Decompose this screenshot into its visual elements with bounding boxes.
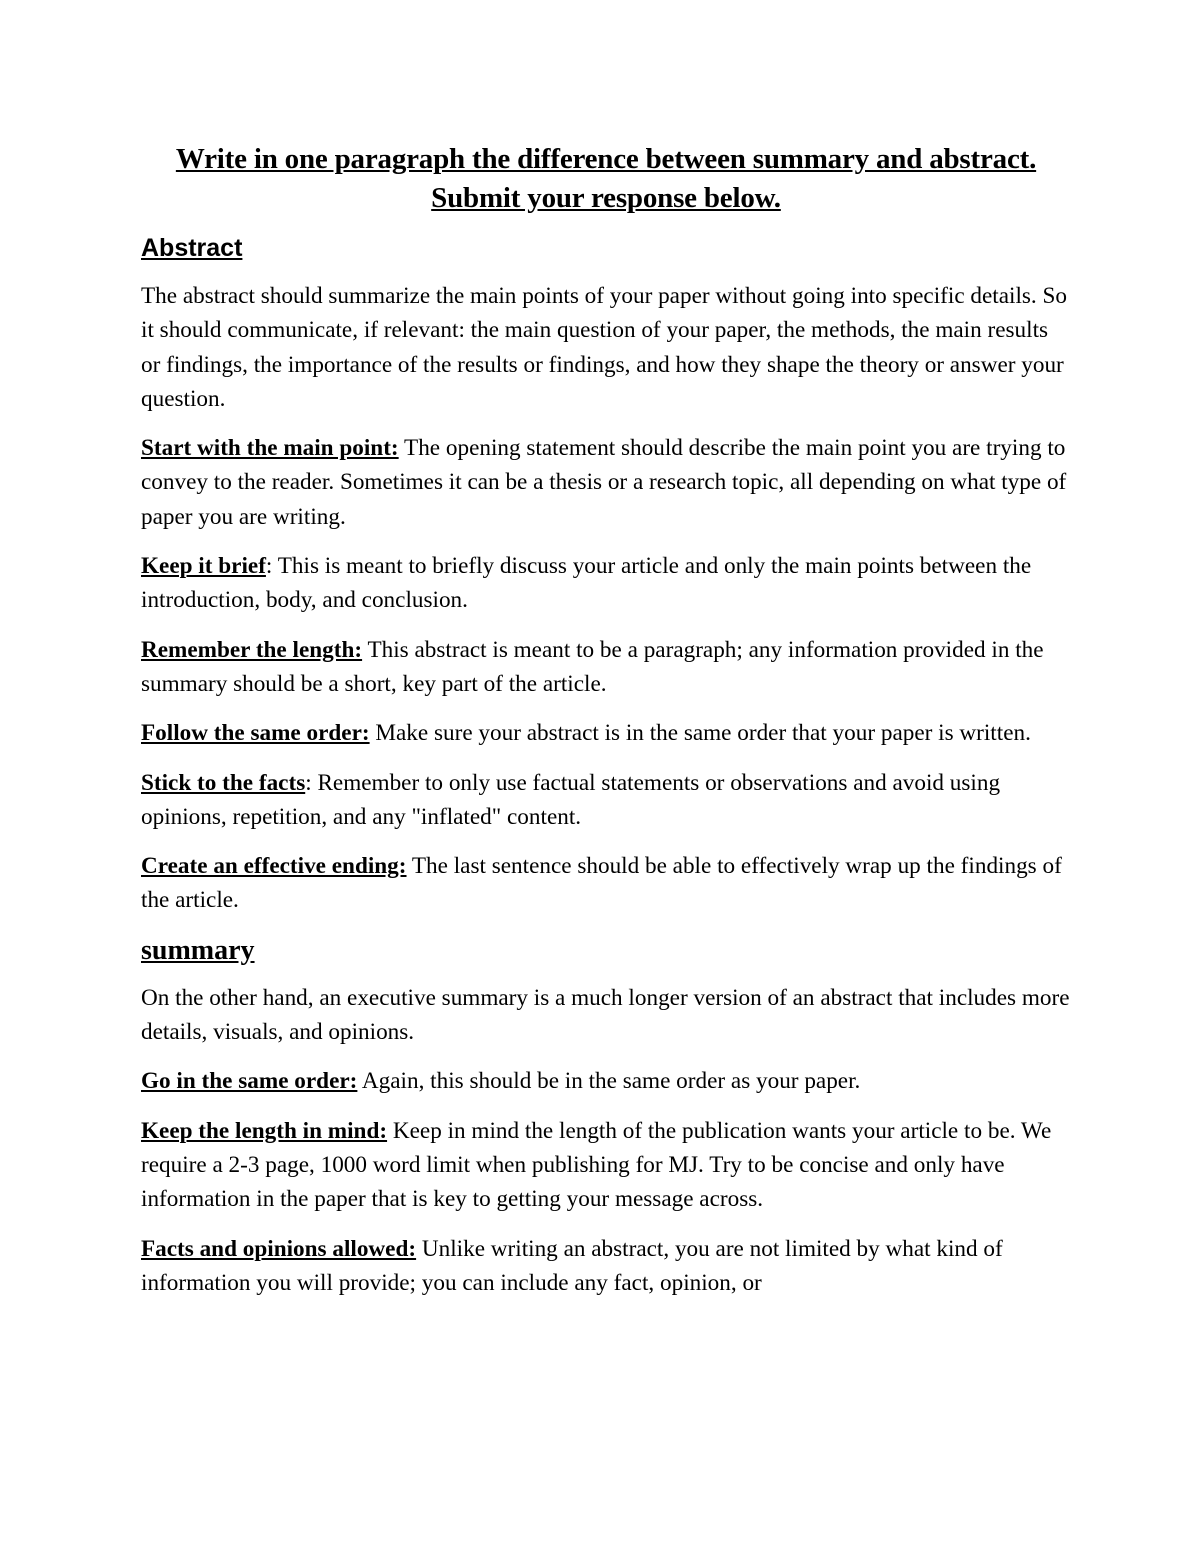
tip-text: The last sentence should be able to effectively wrap up the findings of the article.	[141, 853, 1062, 914]
tip-lead: Create an effective ending:	[141, 853, 407, 880]
tip-lead: Stick to the facts	[141, 769, 306, 796]
summary-tip-paragraph	[141, 1232, 1071, 1301]
abstract-tip-paragraph	[141, 431, 1071, 534]
abstract-tip-paragraph	[141, 766, 1071, 835]
tip-lead: Keep the length in mind:	[141, 1117, 388, 1144]
abstract-intro-paragraph: The abstract should summarize the main points of your paper without going into specific details. So it should communicate, if relevant: the main question of your paper, the methods, the main results or findings, the importance of the results or findings, and how they shape the theory or answer your question.	[141, 283, 1068, 412]
tip-lead: Go in the same order:	[141, 1068, 358, 1095]
tip-text: : Remember to only use factual statements or observations and avoid using opinions, repetition, and any "inflated" content.	[141, 769, 1001, 830]
tip-lead: Start with the main point:	[141, 435, 399, 462]
tip-lead: Remember the length:	[141, 636, 363, 663]
document-page	[141, 140, 1071, 1315]
tip-lead: Facts and opinions allowed:	[141, 1235, 417, 1262]
summary-heading: summary	[141, 934, 255, 966]
tip-text: Make sure your abstract is in the same order that your paper is written.	[369, 720, 1031, 747]
tip-text: Again, this should be in the same order as your paper.	[357, 1068, 861, 1095]
summary-intro-paragraph: On the other hand, an executive summary is a much longer version of an abstract that includes more details, visuals, and opinions.	[141, 984, 1070, 1046]
tip-text: Keep in mind the length of the publication wants your article to be. We require a 2-3 page, 1000 word limit when publishing for MJ. Try to be concise and only have information in the paper that is key to getting your message across.	[141, 1117, 1052, 1213]
abstract-tip-paragraph	[141, 633, 1071, 702]
tip-text: : This is meant to briefly discuss your article and only the main points between the introduction, body, and conclusion.	[141, 553, 1032, 614]
tip-text: The opening statement should describe the main point you are trying to convey to the reader. Sometimes it can be a thesis or a research topic, all depending on what type of paper you are writing.	[141, 435, 1067, 530]
tip-lead: Keep it brief	[141, 553, 266, 580]
abstract-tip-paragraph	[141, 849, 1071, 918]
abstract-heading: Abstract	[141, 234, 243, 262]
summary-tip-paragraph	[141, 1114, 1071, 1217]
tip-text: This abstract is meant to be a paragraph; any information provided in the summary should be a short, key part of the article.	[141, 636, 1044, 697]
document-title: Write in one paragraph the difference between summary and abstract. Submit your response below.	[175, 143, 1037, 214]
tip-lead: Follow the same order:	[141, 720, 370, 747]
tip-text: Unlike writing an abstract, you are not limited by what kind of information you will provide; you can include any fact, opinion, or	[141, 1235, 1003, 1296]
abstract-tip-paragraph	[141, 716, 1071, 750]
summary-tip-paragraph	[141, 1064, 1071, 1098]
abstract-tip-paragraph	[141, 549, 1071, 618]
